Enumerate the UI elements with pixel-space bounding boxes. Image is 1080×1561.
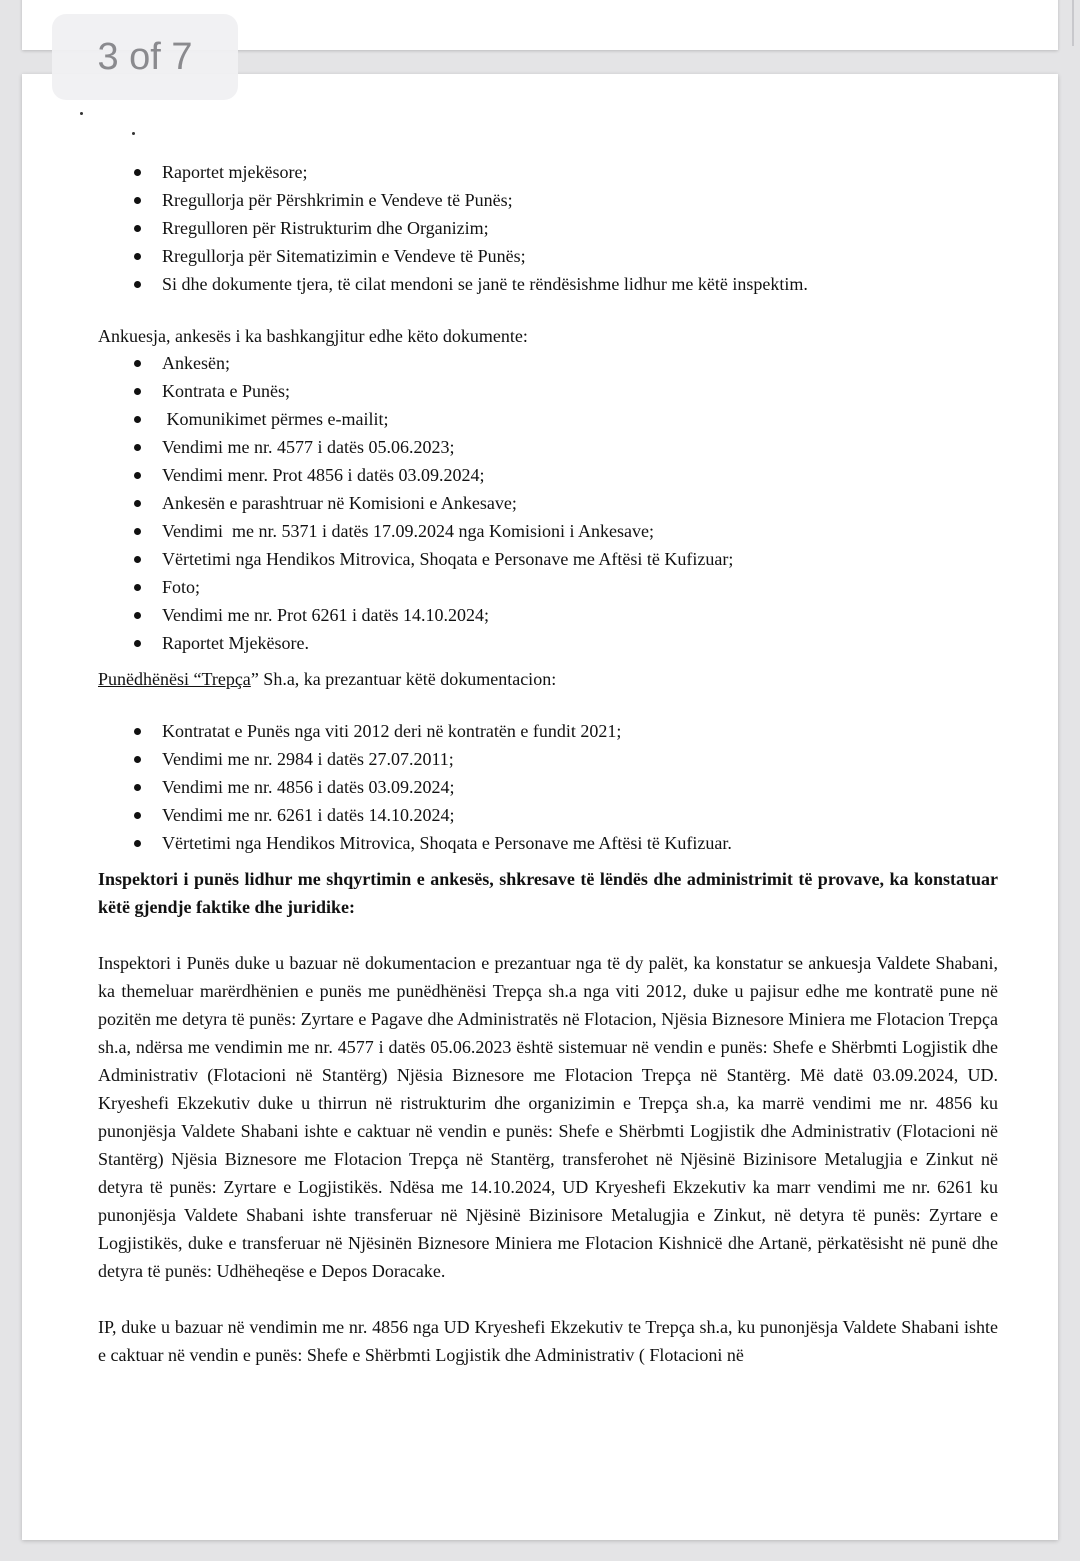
list-item: Raportet mjekësore; [98,158,998,186]
bullet-icon [134,281,141,288]
list-item: Komunikimet përmes e-mailit; [98,405,998,433]
bullet-icon [134,388,141,395]
scan-speck [132,132,135,135]
list-item: Foto; [98,573,998,601]
list-item: Raportet Mjekësore. [98,629,998,657]
list-item: Vendimi menr. Prot 4856 i datës 03.09.2024; [98,461,998,489]
bullet-icon [134,756,141,763]
bullet-icon [134,584,141,591]
list-item: Vendimi me nr. 2984 i datës 27.07.2011; [98,745,998,773]
list-item: Vërtetimi nga Hendikos Mitrovica, Shoqata e Personave me Aftësi të Kufizuar. [98,829,998,857]
list-item: Rregullorja për Sitematizimin e Vendeve të Punës; [98,242,998,270]
list-item: Vendimi me nr. Prot 6261 i datës 14.10.2024; [98,601,998,629]
requested-documents-list [98,158,998,298]
complainant-intro: Ankuesja, ankesës i ka bashkangjitur edhe këto dokumente: [98,326,528,346]
complainant-documents-list [98,349,998,657]
bullet-icon [134,528,141,535]
bullet-icon [134,728,141,735]
ip-paragraph: IP, duke u bazuar në vendimin me nr. 4856 nga UD Kryeshefi Ekzekutiv te Trepça sh.a, ku punonjësja Valdete Shabani ishte e caktuar në vendin e punës: Shefe e Shërbmti Logjistik dhe Administrativ ( Flotacioni në [98,1317,998,1365]
bullet-icon [134,556,141,563]
bullet-icon [134,169,141,176]
scan-speck [80,112,83,115]
bullet-icon [134,812,141,819]
list-item: Vërtetimi nga Hendikos Mitrovica, Shoqata e Personave me Aftësi të Kufizuar; [98,545,998,573]
bullet-icon [134,360,141,367]
scrollbar-thumb[interactable] [1072,0,1074,46]
document-content [98,158,998,1369]
list-item: Si dhe dokumente tjera, të cilat mendoni se janë te rëndësishme lidhur me këtë inspektim. [98,270,998,298]
list-item: Kontratat e Punës nga viti 2012 deri në kontratën e fundit 2021; [98,717,998,745]
employer-intro: Punëdhënësi “Trepça” Sh.a, ka prezantuar këtë dokumentacion: [98,669,557,689]
list-item: Rregulloren për Ristrukturim dhe Organizim; [98,214,998,242]
list-item: Kontrata e Punës; [98,377,998,405]
employer-documents-list [98,717,998,857]
bullet-icon [134,472,141,479]
bullet-icon [134,253,141,260]
list-item: Ankesën e parashtruar në Komisioni e Ankesave; [98,489,998,517]
list-item: Vendimi me nr. 5371 i datës 17.09.2024 nga Komisioni i Ankesave; [98,517,998,545]
bullet-icon [134,500,141,507]
page-indicator-label: 3 of 7 [97,36,193,78]
bullet-icon [134,416,141,423]
bullet-icon [134,225,141,232]
bullet-icon [134,840,141,847]
page-indicator [52,14,238,100]
list-item: Ankesën; [98,349,998,377]
bullet-icon [134,784,141,791]
list-item: Vendimi me nr. 4577 i datës 05.06.2023; [98,433,998,461]
list-item: Rregullorja për Përshkrimin e Vendeve të Punës; [98,186,998,214]
list-item: Vendimi me nr. 4856 i datës 03.09.2024; [98,773,998,801]
inspector-findings-heading: Inspektori i punës lidhur me shqyrtimin e ankesës, shkresave të lëndës dhe administrimit të provave, ka konstatuar këtë gjendje faktike dhe juridike: [98,869,998,917]
findings-paragraph: Inspektori i Punës duke u bazuar në dokumentacion e prezantuar nga të dy palët, ka konstatur se ankuesja Valdete Shabani, ka themeluar marërdhënien e punës me punëdhënësi Trepça sh.a nga viti 2012, duke u pajisur edhe me kontratë pune në pozitën me detyra të punës: Zyrtare e Pagave dhe Administratës në Flotacion, Njësia Biznesore Miniera me Flotacion Trepça sh.a, ndërsa me vendimin me nr. 4577 i datës 05.06.2023 është sistemuar në vendin e punës: Shefe e Shërbmti Logjistik dhe Administrativ (Flotacioni në Stantërg) Njësia Biznesore me Flotacion Trepça në Stantërg. Më datë 03.09.2024, UD. Kryeshefi Ekzekutiv duke u thirrun në ristrukturim dhe organizimin e Trepça sh.a, ka marrë vendimi me nr. 4856 ku punonjësja Valdete Shabani ishte e caktuar në vendin e punës: Shefe e Shërbmti Logjistik dhe Administrativ (Flotacioni në Stantërg) Njësia Biznesore me Flotacion Trepça në Stantërg, transferohet në Njësinë Bizinisore Metalugjia e Zinkut në detyra të punës: Zyrtare e Logjistikës. Ndësa me 14.10.2024, UD Kryeshefi Ekzekutiv ka marr vendimi me nr. 6261 ku punonjësja Valdete Shabani ishte transferuar në Njësinë Bizinisore Metalugjia e Zinkut, në detyra të punës: Zyrtare e Logjistikës, duke e transferuar në Njësinën Biznesore Miniera me Flotacion Kishnicë dhe Artanë, përkatësisht në punë dhe detyra të punës: Udhëheqëse e Depos Doracake. [98,953,998,1281]
bullet-icon [134,444,141,451]
document-page [22,74,1058,1540]
bullet-icon [134,197,141,204]
bullet-icon [134,612,141,619]
scrollbar[interactable] [1068,0,1074,1561]
list-item: Vendimi me nr. 6261 i datës 14.10.2024; [98,801,998,829]
bullet-icon [134,640,141,647]
employer-name: Punëdhënësi “Trepça [98,669,251,689]
